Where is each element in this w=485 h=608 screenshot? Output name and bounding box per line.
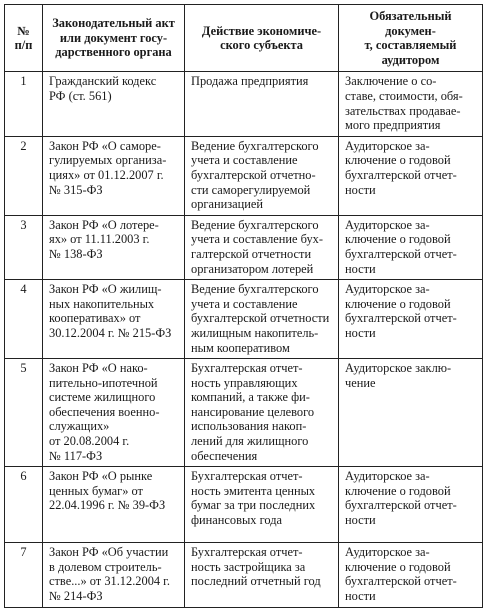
table-row — [5, 543, 483, 607]
row-number: 2 — [5, 136, 43, 215]
audit-requirements-table — [4, 4, 483, 608]
row-legal-act: Гражданский кодекс РФ (ст. 561) — [43, 72, 185, 136]
header-legal-act: Законодательный акт или документ госу- дарственного органа — [43, 5, 185, 72]
table-header-row — [5, 5, 483, 72]
row-number: 5 — [5, 359, 43, 467]
header-auditor-document: Обязательный докумен- т, составляемый аудитором — [339, 5, 483, 72]
table-row — [5, 359, 483, 467]
row-number: 1 — [5, 72, 43, 136]
row-legal-act: Закон РФ «О саморе- гулируемых организа- циях» от 01.12.2007 г. № 315-ФЗ — [43, 136, 185, 215]
row-legal-act: Закон РФ «О жилищ- ных накопительных кооперативах» от 30.12.2004 г. № 215-ФЗ — [43, 280, 185, 359]
table-row — [5, 72, 483, 136]
row-auditor-document: Заключение о со- ставе, стоимости, обя- зательствах продавае- мого предприятия — [339, 72, 483, 136]
row-number: 3 — [5, 215, 43, 279]
header-number: № п/п — [5, 5, 43, 72]
row-auditor-document: Аудиторское заклю- чение — [339, 359, 483, 467]
header-entity-action: Действие экономиче- ского субъекта — [185, 5, 339, 72]
row-entity-action: Ведение бухгалтерского учета и составление бухгалтерской отчетно- сти саморегулируемой организацией — [185, 136, 339, 215]
row-auditor-document: Аудиторское за- ключение о годовой бухгалтерской отчет- ности — [339, 136, 483, 215]
row-auditor-document: Аудиторское за- ключение о годовой бухгалтерской отчет- ности — [339, 543, 483, 607]
table-row — [5, 136, 483, 215]
table-row — [5, 467, 483, 543]
table-row — [5, 280, 483, 359]
row-entity-action: Бухгалтерская отчет- ность застройщика за последний отчетный год — [185, 543, 339, 607]
row-number: 7 — [5, 543, 43, 607]
row-number: 6 — [5, 467, 43, 543]
row-legal-act: Закон РФ «О рынке ценных бумаг» от 22.04.1996 г. № 39-ФЗ — [43, 467, 185, 543]
row-auditor-document: Аудиторское за- ключение о годовой бухгалтерской отчет- ности — [339, 280, 483, 359]
row-entity-action: Бухгалтерская отчет- ность управляющих компаний, а также фи- нансирование целевого использования накоп- лений для жилищного обеспечения — [185, 359, 339, 467]
row-legal-act: Закон РФ «Об участии в долевом строитель- стве...» от 31.12.2004 г. № 214-ФЗ — [43, 543, 185, 607]
row-entity-action: Бухгалтерская отчет- ность эмитента ценных бумаг за три последних финансовых года — [185, 467, 339, 543]
row-auditor-document: Аудиторское за- ключение о годовой бухгалтерской отчет- ности — [339, 215, 483, 279]
row-number: 4 — [5, 280, 43, 359]
row-entity-action: Продажа предприятия — [185, 72, 339, 136]
row-legal-act: Закон РФ «О нако- пительно-ипотечной системе жилищного обеспечения военно- служащих» от 20.08.2004 г. № 117-ФЗ — [43, 359, 185, 467]
row-entity-action: Ведение бухгалтерского учета и составление бух- галтерской отчетности организатором лотерей — [185, 215, 339, 279]
row-auditor-document: Аудиторское за- ключение о годовой бухгалтерской отчет- ности — [339, 467, 483, 543]
row-legal-act: Закон РФ «О лотере- ях» от 11.11.2003 г. № 138-ФЗ — [43, 215, 185, 279]
row-entity-action: Ведение бухгалтерского учета и составление бухгалтерской отчетности жилищным накопитель- ным кооперативом — [185, 280, 339, 359]
table-row — [5, 215, 483, 279]
